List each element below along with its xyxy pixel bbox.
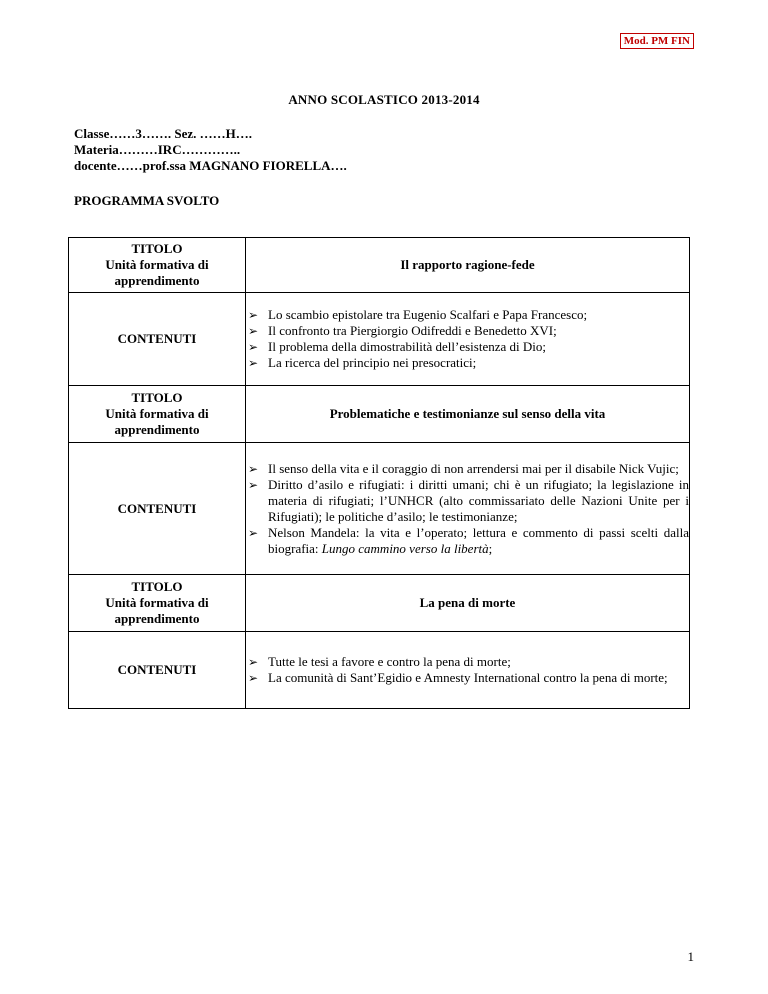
- list-item: ➢ Tutte le tesi a favore e contro la pena di morte;: [248, 654, 511, 669]
- apprendimento-label: apprendimento: [114, 611, 200, 626]
- contenuti-label: CONTENUTI: [69, 293, 246, 386]
- book-title: Lungo cammino verso la libertà: [321, 540, 489, 556]
- unit-1-content-list: [246, 307, 689, 371]
- unit-1-title-row: [69, 238, 690, 293]
- classe-line: Classe……3……. Sez. ……H….: [74, 126, 253, 141]
- unita-label: Unità formativa di: [105, 406, 209, 421]
- form-code-badge: Mod. PM FIN: [620, 33, 694, 49]
- unit-1-title: Il rapporto ragione-fede: [246, 238, 690, 293]
- school-year-heading: ANNO SCOLASTICO 2013-2014: [288, 92, 480, 107]
- unit-2-title-row: [69, 386, 690, 443]
- apprendimento-label: apprendimento: [114, 422, 200, 437]
- materia-line: Materia………IRC…………..: [74, 142, 241, 157]
- docente-line: docente……prof.ssa MAGNANO FIORELLA….: [74, 158, 347, 173]
- apprendimento-label: apprendimento: [114, 273, 200, 288]
- contenuti-label: CONTENUTI: [69, 632, 246, 709]
- list-item: ➢ Il problema della dimostrabilità dell’esistenza di Dio;: [248, 339, 546, 354]
- unit-3-title: La pena di morte: [246, 575, 690, 632]
- titolo-label: TITOLO: [131, 390, 183, 405]
- unit-3-label-cell: [69, 575, 246, 632]
- arrowhead-right-icon: ➢: [248, 655, 259, 669]
- titolo-label: TITOLO: [131, 579, 183, 594]
- list-item: ➢ Lo scambio epistolare tra Eugenio Scalfari e Papa Francesco;: [248, 307, 588, 322]
- list-item: ➢ Il confronto tra Piergiorgio Odifreddi e Benedetto XVI;: [248, 323, 557, 338]
- unit-2-title: Problematiche e testimonianze sul senso della vita: [246, 386, 690, 443]
- arrowhead-right-icon: ➢: [248, 324, 259, 338]
- unit-2-content-list: [246, 461, 689, 557]
- unita-label: Unità formativa di: [105, 595, 209, 610]
- program-table: [68, 237, 690, 709]
- unit-1-content-cell: [246, 293, 690, 386]
- unit-2-content-row: [69, 443, 690, 575]
- programma-title: PROGRAMMA SVOLTO: [74, 193, 220, 208]
- unit-3-content-cell: [246, 632, 690, 709]
- list-item: ➢ Il senso della vita e il coraggio di non arrendersi mai per il disabile Nick Vujic;: [248, 460, 679, 476]
- list-item: ➢ La ricerca del principio nei presocratici;: [248, 355, 477, 370]
- unit-2-content-cell: [246, 443, 690, 575]
- unit-1-label-cell: [69, 238, 246, 293]
- page-number: 1: [687, 949, 694, 964]
- titolo-label: TITOLO: [131, 241, 183, 256]
- unita-label: Unità formativa di: [105, 257, 209, 272]
- class-info-block: [74, 126, 347, 174]
- arrowhead-right-icon: ➢: [248, 671, 259, 685]
- list-item: ➢ Nelson Mandela: la vita e l’operato; lettura e commento di passi scelti dalla biografia: Lungo cammino verso la libertà;: [248, 524, 689, 556]
- unit-1-content-row: [69, 293, 690, 386]
- list-item: ➢ La comunità di Sant’Egidio e Amnesty International contro la pena di morte;: [248, 670, 668, 685]
- unit-3-content-row: [69, 632, 690, 709]
- list-item: ➢ Diritto d’asilo e rifugiati: i diritti umani; chi è un rifugiato; la legislazione in materia di rifugiati; l’UNHCR (alto commissariato delle Nazioni Unite per i Rifugiati); le politiche d’asilo; le testimonianze;: [248, 476, 689, 524]
- arrowhead-right-icon: ➢: [248, 525, 259, 540]
- arrowhead-right-icon: ➢: [248, 308, 259, 322]
- unit-3-content-list: [246, 654, 689, 686]
- unit-2-label-cell: [69, 386, 246, 443]
- contenuti-label: CONTENUTI: [69, 443, 246, 575]
- arrowhead-right-icon: ➢: [248, 356, 259, 370]
- unit-3-title-row: [69, 575, 690, 632]
- arrowhead-right-icon: ➢: [248, 477, 259, 492]
- arrowhead-right-icon: ➢: [248, 461, 259, 476]
- arrowhead-right-icon: ➢: [248, 340, 259, 354]
